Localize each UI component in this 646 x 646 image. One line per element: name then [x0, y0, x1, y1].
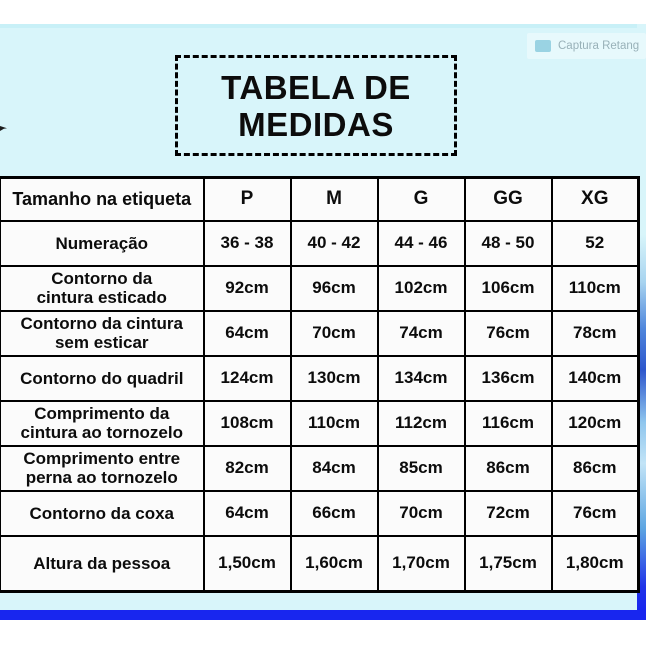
cell-value: 1,70cm	[378, 536, 465, 592]
cell-value: 120cm	[552, 401, 639, 446]
cell-value: 110cm	[552, 266, 639, 311]
cell-value: 136cm	[465, 356, 552, 401]
cell-value: 36 - 38	[204, 221, 291, 266]
row-label: Contorno da coxa	[0, 491, 204, 536]
cell-value: 66cm	[291, 491, 378, 536]
cell-value: 108cm	[204, 401, 291, 446]
table-row-cintura-sem-esticar	[0, 311, 639, 356]
cell-value: 112cm	[378, 401, 465, 446]
cell-value: 70cm	[378, 491, 465, 536]
header-size-gg: GG	[465, 178, 552, 221]
header-size-g: G	[378, 178, 465, 221]
table-header-row	[0, 178, 639, 221]
cell-value: 52	[552, 221, 639, 266]
cell-value: 124cm	[204, 356, 291, 401]
cell-value: 72cm	[465, 491, 552, 536]
cell-value: 86cm	[552, 446, 639, 491]
cell-value: 48 - 50	[465, 221, 552, 266]
cell-value: 130cm	[291, 356, 378, 401]
row-label: Contorno do quadril	[0, 356, 204, 401]
cell-value: 70cm	[291, 311, 378, 356]
table-row-coxa	[0, 491, 639, 536]
capture-toolbar-ghost[interactable]	[527, 33, 646, 59]
cell-value: 1,50cm	[204, 536, 291, 592]
page-title-line2: MEDIDAS	[238, 105, 394, 143]
cell-value: 40 - 42	[291, 221, 378, 266]
header-size-p: P	[204, 178, 291, 221]
cell-value: 110cm	[291, 401, 378, 446]
table-row-altura	[0, 536, 639, 592]
table-row-cintura-tornozelo	[0, 401, 639, 446]
cell-value: 96cm	[291, 266, 378, 311]
cell-value: 82cm	[204, 446, 291, 491]
row-label: Contorno da cintura sem esticar	[0, 311, 204, 356]
background-top-edge	[0, 24, 646, 28]
cell-value: 1,60cm	[291, 536, 378, 592]
capture-icon	[535, 40, 551, 52]
table-row-entreperna-tornozelo	[0, 446, 639, 491]
row-label: Contorno da cintura esticado	[0, 266, 204, 311]
cell-value: 134cm	[378, 356, 465, 401]
cell-value: 85cm	[378, 446, 465, 491]
cell-value: 86cm	[465, 446, 552, 491]
table-row-cintura-esticado	[0, 266, 639, 311]
cell-value: 92cm	[204, 266, 291, 311]
cell-value: 1,80cm	[552, 536, 639, 592]
bottom-blue-bar	[0, 610, 646, 620]
cell-value: 44 - 46	[378, 221, 465, 266]
capture-label: Captura Retang	[558, 40, 640, 52]
title-box	[175, 55, 457, 156]
cell-value: 76cm	[465, 311, 552, 356]
header-size-m: M	[291, 178, 378, 221]
row-label: Numeração	[0, 221, 204, 266]
row-label: Comprimento entre perna ao tornozelo	[0, 446, 204, 491]
header-label: Tamanho na etiqueta	[0, 178, 204, 221]
cell-value: 84cm	[291, 446, 378, 491]
cell-value: 74cm	[378, 311, 465, 356]
cell-value: 106cm	[465, 266, 552, 311]
page-title-line1: TABELA DE	[221, 68, 411, 106]
cell-value: 64cm	[204, 311, 291, 356]
cell-value: 1,75cm	[465, 536, 552, 592]
row-label: Comprimento da cintura ao tornozelo	[0, 401, 204, 446]
cell-value: 78cm	[552, 311, 639, 356]
cell-value: 64cm	[204, 491, 291, 536]
cell-value: 76cm	[552, 491, 639, 536]
table-row-numeracao	[0, 221, 639, 266]
cell-value: 102cm	[378, 266, 465, 311]
size-table	[0, 176, 640, 593]
row-label: Altura da pessoa	[0, 536, 204, 592]
table-row-quadril	[0, 356, 639, 401]
header-size-xg: XG	[552, 178, 639, 221]
cell-value: 140cm	[552, 356, 639, 401]
cell-value: 116cm	[465, 401, 552, 446]
